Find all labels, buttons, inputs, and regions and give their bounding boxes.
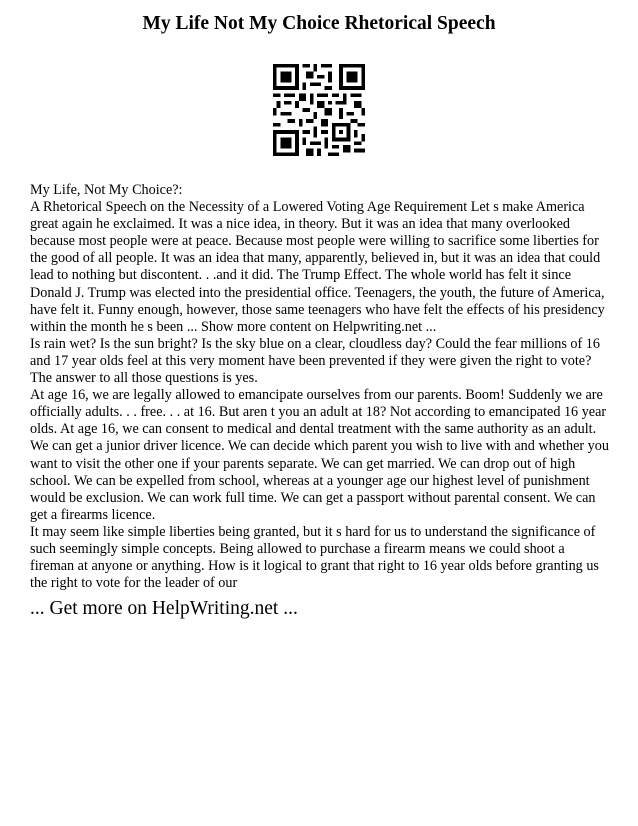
get-more-link[interactable]: ... Get more on HelpWriting.net ... (30, 598, 298, 619)
paragraph: It may seem like simple liberties being granted, but it s hard for us to understand the significance of such seemingly simple concepts. Being allowed to purchase a firearm means we could shoot a fireman at anyone or anything. How is it logical to grant that right to 16 year olds before granting us the right to vote for the leader of our (30, 523, 599, 592)
paragraph: A Rhetorical Speech on the Necessity of a Lowered Voting Age Requirement Let s make America great again he exclaimed. It was a nice idea, in theory. But it was an idea that many overlooked because most people were at peace. Because most people were willing to sacrifice some liberties for the good of all people. It was an idea that many, apparently, believed in, but it was an idea that could lead to nothing but discontent. . .and it did. The Trump Effect. The whole world has felt it since Donald J. Trump was elected into the presidential office. Teenagers, the youth, the future of America, have felt it. Funny enough, however, those same teenagers who have felt the effects of his presidency within the month he s been ... Show more content on Helpwriting.net ... (30, 199, 605, 335)
document-body (30, 182, 612, 592)
paragraph: At age 16, we are legally allowed to emancipate ourselves from our parents. Boom! Suddenly we are officially adults. . . free. . . at 16. But aren t you an adult at 18? Not according to emancipated 16 year olds. At age 16, we can consent to medical and dental treatment with the same authority as an adult. We can get a junior driver licence. We can decide which parent you wish to live with and whether you want to visit the other one if your parents separate. We can get married. We can drop out of high school. We can be expelled from school, whereas at a younger age our highest level of punishment would be exclusion. We can work full time. We can get a passport without parental consent. We can get a firearms licence. (30, 387, 609, 523)
document-title: My Life Not My Choice Rhetorical Speech (142, 13, 496, 34)
paragraph: Is rain wet? Is the sun bright? Is the sky blue on a clear, cloudless day? Could the fear millions of 16 and 17 year olds feel at this very moment have been prevented if they were given the right to vote? The answer to all those questions is yes. (30, 335, 600, 387)
paragraph-heading: My Life, Not My Choice?: (30, 182, 183, 198)
qr-code-icon (273, 64, 365, 156)
